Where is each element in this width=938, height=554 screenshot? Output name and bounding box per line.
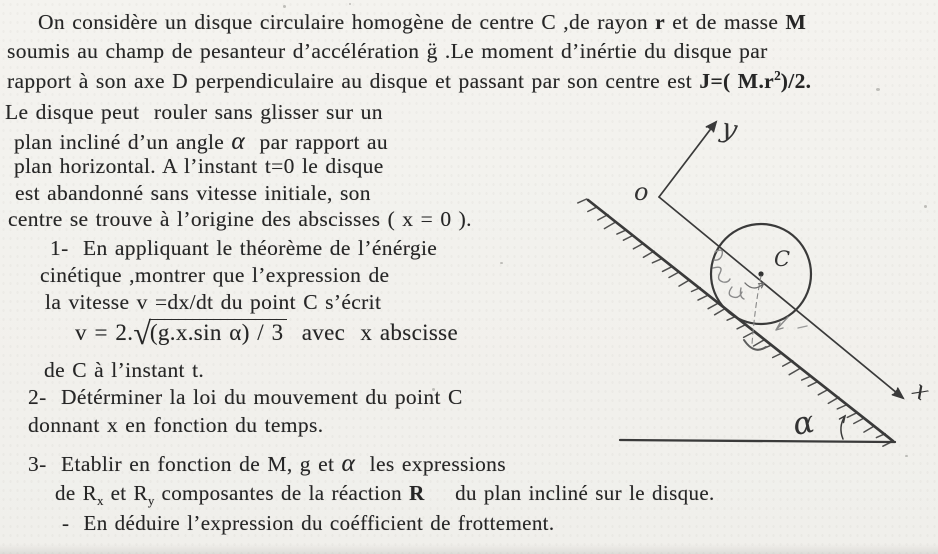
question-3-line-3: [62, 511, 554, 536]
problem-statement-line-2: [7, 39, 768, 64]
question-text: donnant x en fonction du temps.: [28, 413, 324, 437]
statement-text: Le disque peut rouler sans glisser sur un: [5, 100, 383, 124]
velocity-formula: [75, 315, 459, 351]
hatch-mark: [864, 426, 875, 432]
formula-lhs: v = 2.: [75, 320, 134, 345]
hatch-mark: [808, 382, 818, 387]
intro-line-1: [5, 100, 383, 125]
x-axis-label: x: [907, 375, 936, 407]
statement-text: On considère un disque circulaire homogène de centre C ,de rayon: [38, 10, 656, 34]
incline-diagram: [555, 90, 938, 460]
intro-line-3: [14, 154, 384, 179]
disk-center-label: C: [774, 247, 791, 271]
question-text: 1- En appliquant le théorème de l’énérgie: [50, 236, 438, 260]
hatch-mark: [837, 405, 846, 409]
statement-text: soumis au champ de pesanteur d’accélération g̈ .Le moment d’inértie du disque par: [7, 39, 768, 63]
alpha-symbol: α: [231, 127, 246, 155]
hatch-mark: [633, 243, 643, 249]
y-axis-arrowhead-icon: [707, 122, 717, 132]
question-text: la vitesse v =dx/dt du point C s’écrit: [45, 290, 382, 314]
hatch-mark: [854, 418, 864, 423]
reaction-vector-symbol: R⃗: [409, 481, 441, 505]
hatch-mark: [744, 332, 754, 337]
inertia-formula: J=( M.r: [699, 69, 775, 94]
hatch-mark: [643, 251, 654, 257]
statement-text: centre se trouve à l’origine des abscisses ( x = 0 ).: [8, 207, 472, 231]
hatch-mark: [669, 272, 679, 278]
scan-speck: [432, 388, 435, 391]
hatch-mark: [773, 353, 782, 358]
pencil-dash: [798, 326, 807, 328]
scan-speck: [283, 5, 286, 8]
statement-text: et de masse: [665, 10, 786, 34]
hatch-mark: [698, 295, 708, 300]
alpha-symbol: α: [341, 449, 356, 477]
mass-symbol: M: [785, 10, 807, 34]
hatch-mark: [789, 369, 800, 375]
question-1-line-4: [44, 358, 204, 383]
pencil-squiggle: [713, 267, 730, 282]
hatch-mark: [679, 280, 690, 286]
question-1-line-1: [50, 236, 437, 261]
hatch-mark: [663, 267, 672, 272]
scan-edge-shading: [0, 544, 938, 554]
hatch-mark: [588, 207, 597, 212]
question-text: du plan incliné sur le disque.: [440, 481, 715, 505]
rotation-angle-arc: [745, 283, 764, 288]
question-1-line-3: [45, 290, 381, 315]
incline-hatching: [578, 199, 893, 446]
incline-diagram-svg: [555, 90, 938, 460]
question-3-line-1: [28, 449, 506, 478]
scan-speck: [500, 262, 503, 264]
subscript-x: x: [96, 493, 104, 509]
hatch-mark: [652, 259, 661, 263]
scan-speck: [349, 3, 351, 5]
formula-annotation: avec x abscisse: [286, 320, 459, 345]
statement-text: plan horizontal. A l’instant t=0 le disque: [14, 154, 384, 178]
pencil-alpha-mark: [729, 287, 744, 299]
intro-line-4: [15, 181, 371, 206]
question-text: les expressions: [355, 452, 506, 476]
question-text: cinétique ,montrer que l’expression de: [40, 263, 390, 287]
question-text: 2- Détérminer la loi du mouvement du point C: [28, 385, 463, 409]
hatch-mark: [876, 434, 885, 438]
question-text: 3- Etablir en fonction de M, g et: [28, 452, 342, 476]
problem-statement-line-1: [38, 10, 806, 35]
question-text: de C à l’instant t.: [44, 358, 205, 382]
hatch-mark: [715, 309, 726, 315]
statement-text: est abandonné sans vitesse initiale, son: [15, 181, 371, 205]
intro-line-5: [8, 207, 472, 232]
origin-label: o: [634, 178, 649, 206]
hatch-mark: [598, 215, 608, 220]
hatch-mark: [847, 413, 856, 418]
sqrt-radical-sign: √: [133, 315, 149, 351]
inertia-formula: )/2.: [780, 69, 812, 94]
hatch-mark: [617, 230, 626, 234]
question-text: composantes de la réaction: [154, 481, 410, 505]
hatch-mark: [623, 236, 632, 241]
hatch-mark: [828, 397, 839, 403]
hatch-mark: [692, 288, 701, 292]
statement-text: rapport à son axe D perpendiculaire au disque et passant par son centre est: [7, 69, 700, 94]
subscript-y: y: [147, 493, 155, 509]
ground-line: [620, 440, 895, 442]
hatch-mark: [802, 376, 811, 380]
question-text: - En déduire l’expression du coéfficient de frottement.: [62, 511, 555, 535]
radius-symbol: r: [655, 10, 666, 34]
radicand: (g.x.sin α) / 3: [149, 319, 287, 345]
statement-text: plan incliné d’un angle: [14, 130, 232, 154]
hatch-mark: [708, 303, 718, 309]
question-2-line-2: [28, 413, 323, 438]
question-text: et R: [103, 481, 148, 505]
exponent: 2: [774, 68, 781, 83]
y-axis-line: [659, 122, 716, 197]
hatch-mark: [818, 389, 828, 394]
scan-speck: [924, 205, 927, 208]
question-text: de R: [55, 481, 97, 505]
hatch-mark: [604, 222, 615, 228]
y-axis-label: y: [718, 112, 740, 147]
question-1-line-2: [40, 263, 389, 288]
scan-speck: [876, 88, 880, 91]
hatch-mark: [737, 324, 746, 329]
alpha-angle-label: α: [790, 403, 818, 443]
scan-speck: [905, 455, 908, 457]
question-3-line-2: [55, 481, 715, 509]
hatch-mark: [754, 340, 765, 346]
question-2-line-1: [28, 385, 463, 410]
intro-line-2: [14, 127, 388, 156]
hatch-mark: [783, 361, 793, 366]
hatch-mark: [578, 199, 587, 203]
statement-text: par rapport au: [245, 130, 388, 154]
